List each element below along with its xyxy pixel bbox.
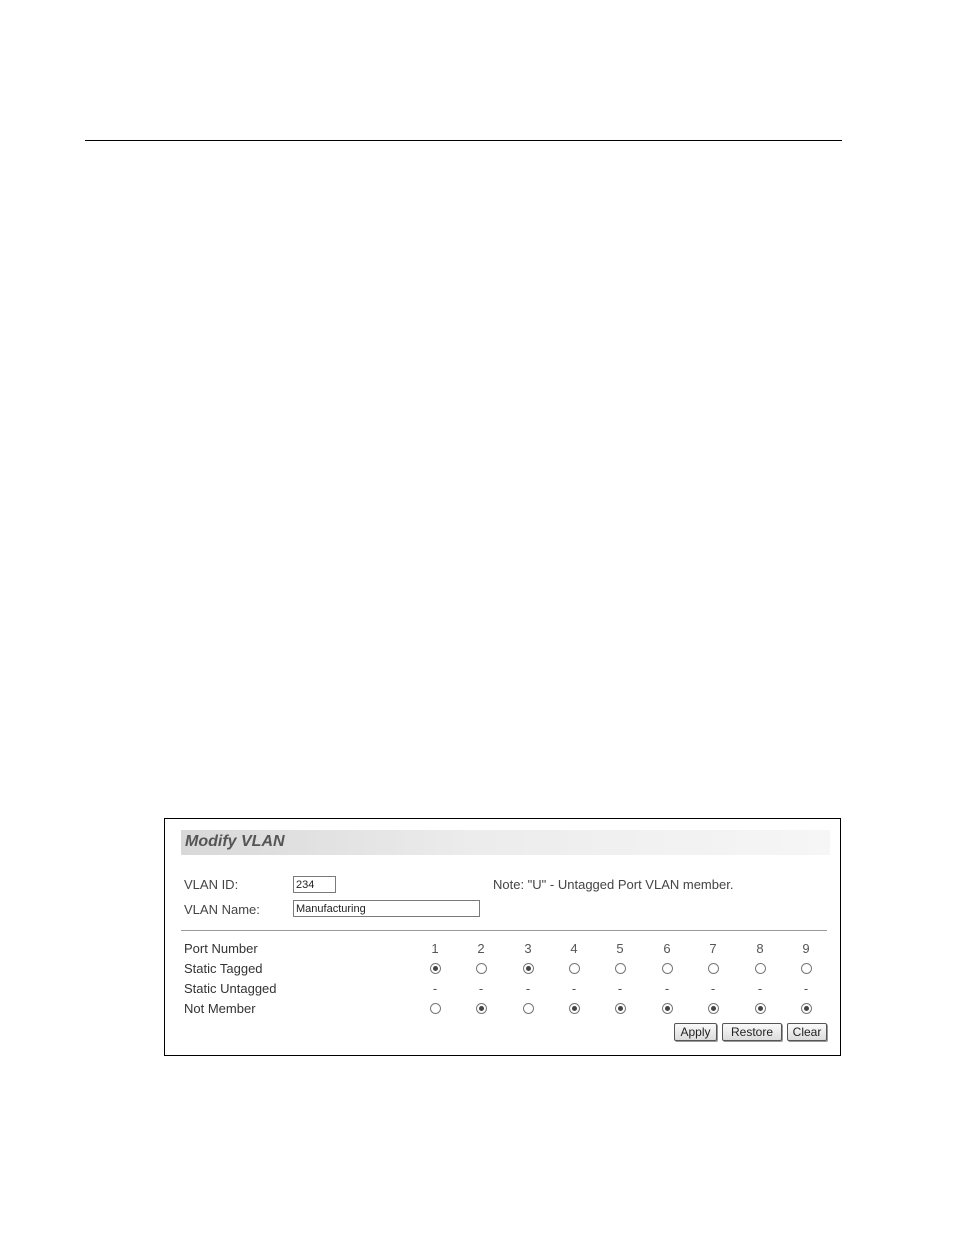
- vlan-name-label: VLAN Name:: [184, 902, 260, 917]
- panel-title: Modify VLAN: [185, 833, 285, 850]
- untagged-note: Note: "U" - Untagged Port VLAN member.: [493, 877, 734, 892]
- vlan-id-label: VLAN ID:: [184, 877, 239, 892]
- static-untagged-dash-port-2: -: [478, 981, 484, 996]
- modify-vlan-panel: [164, 818, 841, 1056]
- static-tagged-radio-port-5[interactable]: [615, 963, 626, 974]
- static-tagged-radio-port-7[interactable]: [708, 963, 719, 974]
- not-member-radio-port-7[interactable]: [708, 1003, 719, 1014]
- clear-button[interactable]: Clear: [787, 1023, 827, 1041]
- not-member-radio-port-1[interactable]: [430, 1003, 441, 1014]
- static-untagged-dash-port-9: -: [803, 981, 809, 996]
- port-number-2: 2: [477, 941, 485, 956]
- static-tagged-radio-port-8[interactable]: [755, 963, 766, 974]
- vlan-id-field[interactable]: [293, 876, 336, 893]
- port-number-1: 1: [431, 941, 439, 956]
- static-untagged-dash-port-7: -: [710, 981, 716, 996]
- port-number-5: 5: [616, 941, 624, 956]
- port-number-label: Port Number: [184, 941, 258, 956]
- static-untagged-dash-port-8: -: [757, 981, 763, 996]
- static-untagged-label: Static Untagged: [184, 981, 277, 996]
- static-tagged-radio-port-2[interactable]: [476, 963, 487, 974]
- top-horizontal-rule: [85, 140, 842, 141]
- static-untagged-dash-port-5: -: [617, 981, 623, 996]
- static-untagged-dash-port-1: -: [432, 981, 438, 996]
- port-number-4: 4: [570, 941, 578, 956]
- not-member-radio-port-2[interactable]: [476, 1003, 487, 1014]
- static-untagged-dash-port-4: -: [571, 981, 577, 996]
- vlan-name-field[interactable]: [293, 900, 480, 917]
- apply-button[interactable]: Apply: [674, 1023, 717, 1041]
- panel-header: [181, 830, 830, 855]
- port-number-3: 3: [524, 941, 532, 956]
- not-member-label: Not Member: [184, 1001, 256, 1016]
- static-tagged-radio-port-4[interactable]: [569, 963, 580, 974]
- not-member-radio-port-8[interactable]: [755, 1003, 766, 1014]
- port-number-6: 6: [663, 941, 671, 956]
- not-member-radio-port-6[interactable]: [662, 1003, 673, 1014]
- not-member-radio-port-4[interactable]: [569, 1003, 580, 1014]
- static-tagged-radio-port-3[interactable]: [523, 963, 534, 974]
- static-untagged-dash-port-3: -: [525, 981, 531, 996]
- not-member-radio-port-9[interactable]: [801, 1003, 812, 1014]
- port-number-7: 7: [709, 941, 717, 956]
- port-number-8: 8: [756, 941, 764, 956]
- port-number-9: 9: [802, 941, 810, 956]
- static-tagged-radio-port-1[interactable]: [430, 963, 441, 974]
- static-tagged-radio-port-9[interactable]: [801, 963, 812, 974]
- section-divider: [181, 930, 827, 931]
- static-tagged-label: Static Tagged: [184, 961, 263, 976]
- not-member-radio-port-5[interactable]: [615, 1003, 626, 1014]
- restore-button[interactable]: Restore: [722, 1023, 782, 1041]
- static-tagged-radio-port-6[interactable]: [662, 963, 673, 974]
- static-untagged-dash-port-6: -: [664, 981, 670, 996]
- not-member-radio-port-3[interactable]: [523, 1003, 534, 1014]
